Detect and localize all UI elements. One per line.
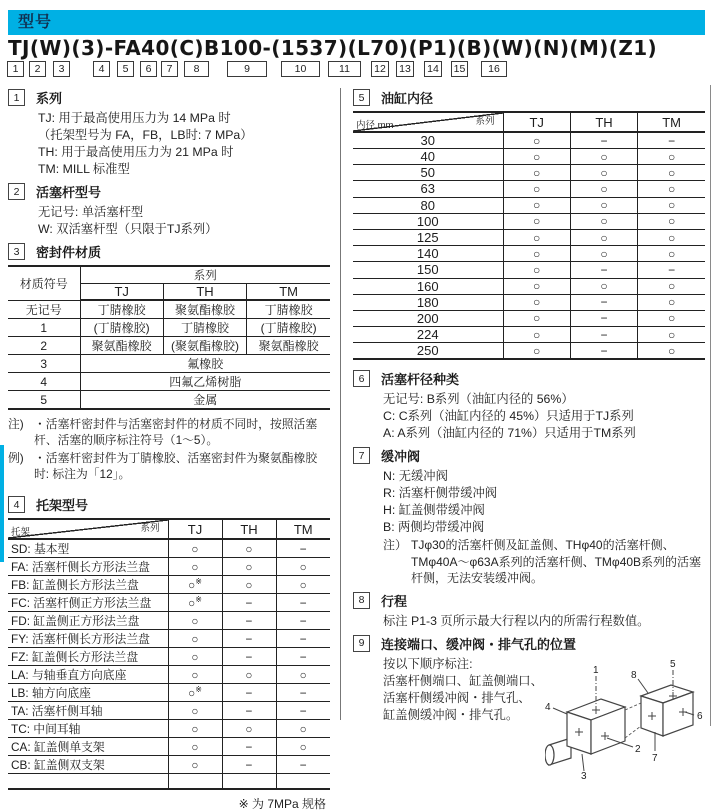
text-line: 无记号: 单活塞杆型 (38, 205, 144, 219)
table-cell: 250 (353, 343, 503, 360)
cushion-note (383, 537, 705, 587)
table-cell: − (570, 310, 637, 326)
section-4-header (8, 495, 330, 514)
page-title: 型号 (8, 10, 705, 35)
table-row (8, 373, 330, 391)
index-box-6: 6 (140, 61, 157, 77)
table-cell: − (276, 630, 330, 648)
table-row (8, 391, 330, 410)
table-cell: 丁腈橡胶 (163, 319, 246, 337)
index-box-10: 10 (281, 61, 320, 77)
table-cell: − (276, 648, 330, 666)
table-row (8, 684, 330, 702)
port-label-1: 1 (593, 664, 599, 676)
table-cell: ○ (638, 149, 705, 165)
table-cell: FY: 活塞杆侧长方形法兰盘 (8, 630, 168, 648)
section-5-header (353, 88, 705, 107)
table-cell: ○ (503, 229, 570, 245)
table-header-cell: TJ (503, 112, 570, 132)
table-cell: ○ (503, 165, 570, 181)
note-row (8, 416, 330, 448)
left-column (8, 88, 330, 812)
table-cell: − (570, 327, 637, 343)
section-2-header (8, 182, 330, 201)
table-row (8, 576, 330, 594)
section-number-box: 2 (8, 183, 25, 200)
table-cell (168, 774, 222, 789)
table-row (8, 594, 330, 612)
table-cell: 150 (353, 262, 503, 278)
table-cell: ○ (168, 612, 222, 630)
table-cell: ○ (570, 213, 637, 229)
section-7-body (353, 468, 705, 587)
table-cell: ○ (503, 294, 570, 310)
table-cell: 3 (8, 355, 80, 373)
table-cell: − (570, 294, 637, 310)
port-label-4: 4 (545, 701, 551, 713)
table-cell: 氟橡胶 (80, 355, 330, 373)
table-cell: ○※ (168, 576, 222, 594)
section-number-box: 5 (353, 89, 370, 106)
section-1-header (8, 88, 330, 107)
section-8-body (353, 613, 705, 630)
table-header-cell: TM (276, 519, 330, 539)
index-box-12: 12 (371, 61, 389, 77)
table-cell: ○ (638, 327, 705, 343)
table-cell: ○ (168, 720, 222, 738)
table-cell: − (222, 702, 276, 720)
port-label-7: 7 (652, 752, 658, 764)
index-box-3: 3 (53, 61, 70, 77)
table-header-cell: TJ (80, 284, 163, 301)
index-box-15: 15 (451, 61, 468, 77)
table-row (8, 558, 330, 576)
table-header-cell (8, 519, 168, 539)
table-row (8, 355, 330, 373)
text-line: A: A系列（油缸内径的 71%）只适用于TM系列 (383, 426, 636, 441)
text-line: C: C系列（油缸内径的 45%）只适用于TJ系列 (383, 409, 634, 424)
table-row (8, 539, 330, 558)
section-title: 托架型号 (36, 498, 89, 513)
table-cell: ○ (638, 246, 705, 262)
text-line: 标注 P1-3 页所示最大行程以内的所需行程数值。 (383, 613, 650, 628)
page-edge-line (710, 85, 711, 726)
table-cell: (丁腈橡胶) (247, 319, 330, 337)
section-number-box: 6 (353, 370, 370, 387)
table-header-cell (353, 112, 503, 132)
section-9-body (353, 656, 705, 784)
table-cell: ○ (168, 738, 222, 756)
table-cell: ○ (168, 756, 222, 774)
table-cell: ○ (503, 262, 570, 278)
table-cell: ○ (168, 666, 222, 684)
section-number-box: 4 (8, 496, 25, 513)
port-label-6: 6 (697, 710, 703, 722)
index-box-13: 13 (396, 61, 414, 77)
table-cell: − (570, 132, 637, 149)
table-cell: 30 (353, 132, 503, 149)
table-cell: ○ (222, 666, 276, 684)
section-number-box: 3 (8, 243, 25, 260)
table-cell: ○ (222, 539, 276, 558)
table-cell: ○ (638, 197, 705, 213)
note-text: ・活塞杆密封件与活塞密封件的材质不同时，按照活塞杆、活塞的顺序标注符号（1～5）。 (34, 417, 318, 447)
section-6-header (353, 369, 705, 388)
index-box-5: 5 (117, 61, 134, 77)
section-title: 油缸内径 (381, 91, 434, 106)
table-cell: 160 (353, 278, 503, 294)
table-cell: ○ (276, 738, 330, 756)
table-cell: 聚氨酯橡胶 (247, 337, 330, 355)
table-row (353, 246, 705, 262)
table-cell: ○ (503, 149, 570, 165)
section-6-body (353, 391, 705, 442)
table-cell: ○ (276, 720, 330, 738)
text-line: H: 缸盖侧带缓冲阀 (383, 503, 485, 518)
table-cell: ○ (503, 327, 570, 343)
table-cell: ○ (503, 181, 570, 197)
index-box-7: 7 (161, 61, 178, 77)
port-label-2: 2 (635, 743, 641, 755)
table-cell: ○ (638, 229, 705, 245)
table-cell: ○ (222, 558, 276, 576)
table-cell: ○ (276, 558, 330, 576)
table-cell: ○ (570, 149, 637, 165)
section-title: 活塞杆型号 (36, 185, 102, 200)
table-cell: 丁腈橡胶 (247, 300, 330, 319)
right-column (353, 88, 705, 784)
table-cell: ○ (638, 181, 705, 197)
table-cell: − (276, 702, 330, 720)
table-cell: 聚氨酯橡胶 (163, 300, 246, 319)
table-cell: ○ (503, 310, 570, 326)
table-cell: − (222, 756, 276, 774)
text-line: 按以下顺序标注: (383, 656, 473, 671)
table-cell: 40 (353, 149, 503, 165)
table-cell: 50 (353, 165, 503, 181)
table-cell: ○ (503, 132, 570, 149)
text-line: 缸盖侧缓冲阀・排气孔。 (383, 707, 519, 722)
table-cell: 1 (8, 319, 80, 337)
table-cell: ○ (570, 181, 637, 197)
table-cell: ○ (276, 576, 330, 594)
table-row (8, 666, 330, 684)
table-cell: ○ (503, 213, 570, 229)
section-title: 活塞杆径种类 (381, 372, 460, 388)
table-cell: 托架 (11, 527, 31, 538)
table-cell: ○ (570, 278, 637, 294)
table-row (8, 319, 330, 337)
table-cell: ○ (276, 666, 330, 684)
table-cell: ○ (222, 720, 276, 738)
cylinder-isometric-drawing (545, 658, 705, 780)
table-row (353, 310, 705, 326)
table-cell: − (276, 539, 330, 558)
table-cell: − (276, 612, 330, 630)
table-row (353, 197, 705, 213)
table-row (8, 300, 330, 319)
text-line: TH: 用于最高使用压力为 21 MPa 时 (38, 145, 234, 159)
text-line: B: 两侧均带缓冲阀 (383, 520, 485, 535)
table-cell: − (222, 630, 276, 648)
table-row (8, 756, 330, 774)
table-cell: 金属 (80, 391, 330, 410)
table-cell: 2 (8, 337, 80, 355)
table-header-cell: 材质符号 (8, 266, 80, 300)
table-cell: (聚氨酯橡胶) (163, 337, 246, 355)
text-line: （托架型号为 FA，FB，LB时: 7 MPa） (38, 128, 253, 142)
table-cell: 63 (353, 181, 503, 197)
port-label-8: 8 (631, 669, 637, 681)
table-cell: 四氟乙烯树脂 (80, 373, 330, 391)
index-box-14: 14 (424, 61, 442, 77)
table-header-cell: TH (222, 519, 276, 539)
text-line: 活塞杆侧端口、缸盖侧端口、 (383, 673, 543, 688)
table-cell: − (276, 594, 330, 612)
table-cell: 5 (8, 391, 80, 410)
index-box-16: 16 (481, 61, 507, 77)
note-text: TJφ30的活塞杆侧及缸盖侧、THφ40的活塞杆侧、TMφ40A～φ63A系列的活塞杆侧、TMφ40B系列的活塞杆侧，无法安装缓冲阀。 (411, 538, 702, 586)
table-header-cell: 系列 (80, 266, 330, 284)
section-title: 缓冲阀 (381, 449, 421, 465)
table-cell: ○ (570, 165, 637, 181)
table-cell: ○ (638, 310, 705, 326)
table-row (8, 648, 330, 666)
table-row (8, 702, 330, 720)
table-header-cell: TH (163, 284, 246, 301)
table-cell: 内径 mm (356, 120, 394, 131)
section-number-box: 8 (353, 592, 370, 609)
table-cell: ○ (503, 246, 570, 262)
text-line: 无记号: B系列（油缸内径的 56%） (383, 392, 574, 407)
table-row (353, 294, 705, 310)
table-cell: CB: 缸盖侧双支架 (8, 756, 168, 774)
table-row (353, 213, 705, 229)
table-cell: 224 (353, 327, 503, 343)
table-cell: 聚氨酯橡胶 (80, 337, 163, 355)
table-cell: TA: 活塞杆侧耳轴 (8, 702, 168, 720)
table-cell: SD: 基本型 (8, 539, 168, 558)
section-number-box: 7 (353, 447, 370, 464)
table-cell (8, 774, 168, 789)
table-cell: 100 (353, 213, 503, 229)
section-title: 连接端口、缓冲阀・排气孔的位置 (381, 636, 577, 652)
bracket-table-footnote: ※ 为 7MPa 规格 (238, 796, 326, 811)
section-3-header (8, 242, 330, 261)
index-box-2: 2 (29, 61, 46, 77)
index-box-4: 4 (93, 61, 110, 77)
bore-diameter-table (353, 111, 705, 360)
table-cell: 4 (8, 373, 80, 391)
table-cell: ○ (570, 229, 637, 245)
text-line: R: 活塞杆侧带缓冲阀 (383, 486, 498, 501)
table-cell: − (570, 262, 637, 278)
table-cell: ○ (638, 278, 705, 294)
text-line: N: 无缓冲阀 (383, 469, 448, 484)
table-cell: − (638, 262, 705, 278)
table-row (8, 720, 330, 738)
index-box-1: 1 (7, 61, 24, 77)
table-cell: ○ (168, 630, 222, 648)
index-box-9: 9 (227, 61, 267, 77)
table-cell: − (276, 684, 330, 702)
table-cell: − (570, 343, 637, 360)
table-row (353, 327, 705, 343)
table-row (353, 181, 705, 197)
port-position-diagram (545, 658, 705, 780)
table-cell: ○ (570, 246, 637, 262)
column-divider (340, 88, 341, 720)
table-cell: − (222, 594, 276, 612)
table-cell: ○※ (168, 594, 222, 612)
section-8-header (353, 591, 705, 610)
table-cell: ○ (168, 539, 222, 558)
table-cell: 丁腈橡胶 (80, 300, 163, 319)
table-row (353, 132, 705, 149)
note-text: ・活塞杆密封件为丁腈橡胶、活塞密封件为聚氨酯橡胶时: 标注为「12」。 (34, 451, 318, 481)
table-cell (222, 774, 276, 789)
table-cell: ○ (168, 702, 222, 720)
table-cell: 系列 (475, 116, 495, 127)
table-row (8, 738, 330, 756)
seal-notes (8, 416, 330, 482)
bracket-type-table (8, 518, 330, 790)
table-row (8, 337, 330, 355)
table-row (353, 149, 705, 165)
text-line: TJ: 用于最高使用压力为 14 MPa 时 (38, 111, 231, 125)
table-row (353, 229, 705, 245)
table-cell: (丁腈橡胶) (80, 319, 163, 337)
index-box-11: 11 (328, 61, 361, 77)
table-cell: 140 (353, 246, 503, 262)
table-cell: 180 (353, 294, 503, 310)
table-cell: ○ (503, 343, 570, 360)
table-row (353, 262, 705, 278)
table-cell: 200 (353, 310, 503, 326)
table-cell: − (222, 648, 276, 666)
model-code: TJ(W)(3)-FA40(C)B100-(1537)(L70)(P1)(B)(W)(N)(M)(Z1) (8, 36, 658, 60)
table-row (8, 630, 330, 648)
section-1-body (8, 110, 330, 178)
table-row (353, 343, 705, 360)
table-cell: ○ (570, 197, 637, 213)
seal-material-table (8, 265, 330, 410)
table-cell: ○ (503, 278, 570, 294)
section-title: 系列 (36, 91, 63, 106)
table-cell: 80 (353, 197, 503, 213)
table-cell: ○ (638, 343, 705, 360)
text-line: W: 双活塞杆型（只限于TJ系列） (38, 222, 218, 236)
table-cell: 无记号 (8, 300, 80, 319)
table-cell: TC: 中间耳轴 (8, 720, 168, 738)
section-number-box: 9 (353, 635, 370, 652)
note-row (8, 450, 330, 482)
table-cell: ○ (168, 648, 222, 666)
table-header-cell: TJ (168, 519, 222, 539)
table-cell: ○ (638, 294, 705, 310)
table-row (8, 612, 330, 630)
note-label: 注) (8, 417, 24, 431)
page-edge-tab (0, 445, 4, 562)
table-cell: ○ (638, 213, 705, 229)
table-cell: 系列 (140, 523, 160, 534)
table-cell: − (222, 738, 276, 756)
table-cell: FZ: 缸盖侧长方形法兰盘 (8, 648, 168, 666)
table-row (353, 278, 705, 294)
table-header-cell: TH (570, 112, 637, 132)
table-header-cell: TM (247, 284, 330, 301)
table-cell: 125 (353, 229, 503, 245)
table-cell: − (222, 612, 276, 630)
section-number-box: 1 (8, 89, 25, 106)
section-title: 密封件材质 (36, 245, 102, 260)
table-cell: ○ (168, 558, 222, 576)
table-header-cell: TM (638, 112, 705, 132)
table-cell: FD: 缸盖侧正方形法兰盘 (8, 612, 168, 630)
table-cell: ○※ (168, 684, 222, 702)
port-label-5: 5 (670, 658, 676, 670)
port-label-3: 3 (581, 770, 587, 780)
table-cell: LB: 轴方向底座 (8, 684, 168, 702)
table-row (8, 774, 330, 789)
table-cell: ○ (638, 165, 705, 181)
note-label: 注） (383, 538, 408, 553)
section-2-body (8, 204, 330, 238)
table-cell: CA: 缸盖侧单支架 (8, 738, 168, 756)
text-line: TM: MILL 标准型 (38, 162, 130, 176)
text-line: 活塞杆侧缓冲阀・排气孔、 (383, 690, 531, 705)
table-cell: FB: 缸盖侧长方形法兰盘 (8, 576, 168, 594)
table-cell: − (222, 684, 276, 702)
index-box-8: 8 (184, 61, 209, 77)
table-cell: ○ (503, 197, 570, 213)
section-9-header (353, 634, 705, 653)
table-row (353, 165, 705, 181)
table-cell: − (638, 132, 705, 149)
table-cell (276, 774, 330, 789)
table-cell: ○ (222, 576, 276, 594)
table-cell: FC: 活塞杆侧正方形法兰盘 (8, 594, 168, 612)
table-cell: LA: 与轴垂直方向底座 (8, 666, 168, 684)
note-label: 例) (8, 451, 24, 465)
table-cell: − (276, 756, 330, 774)
section-7-header (353, 446, 705, 465)
table-cell: FA: 活塞杆侧长方形法兰盘 (8, 558, 168, 576)
section-title: 行程 (381, 593, 408, 609)
